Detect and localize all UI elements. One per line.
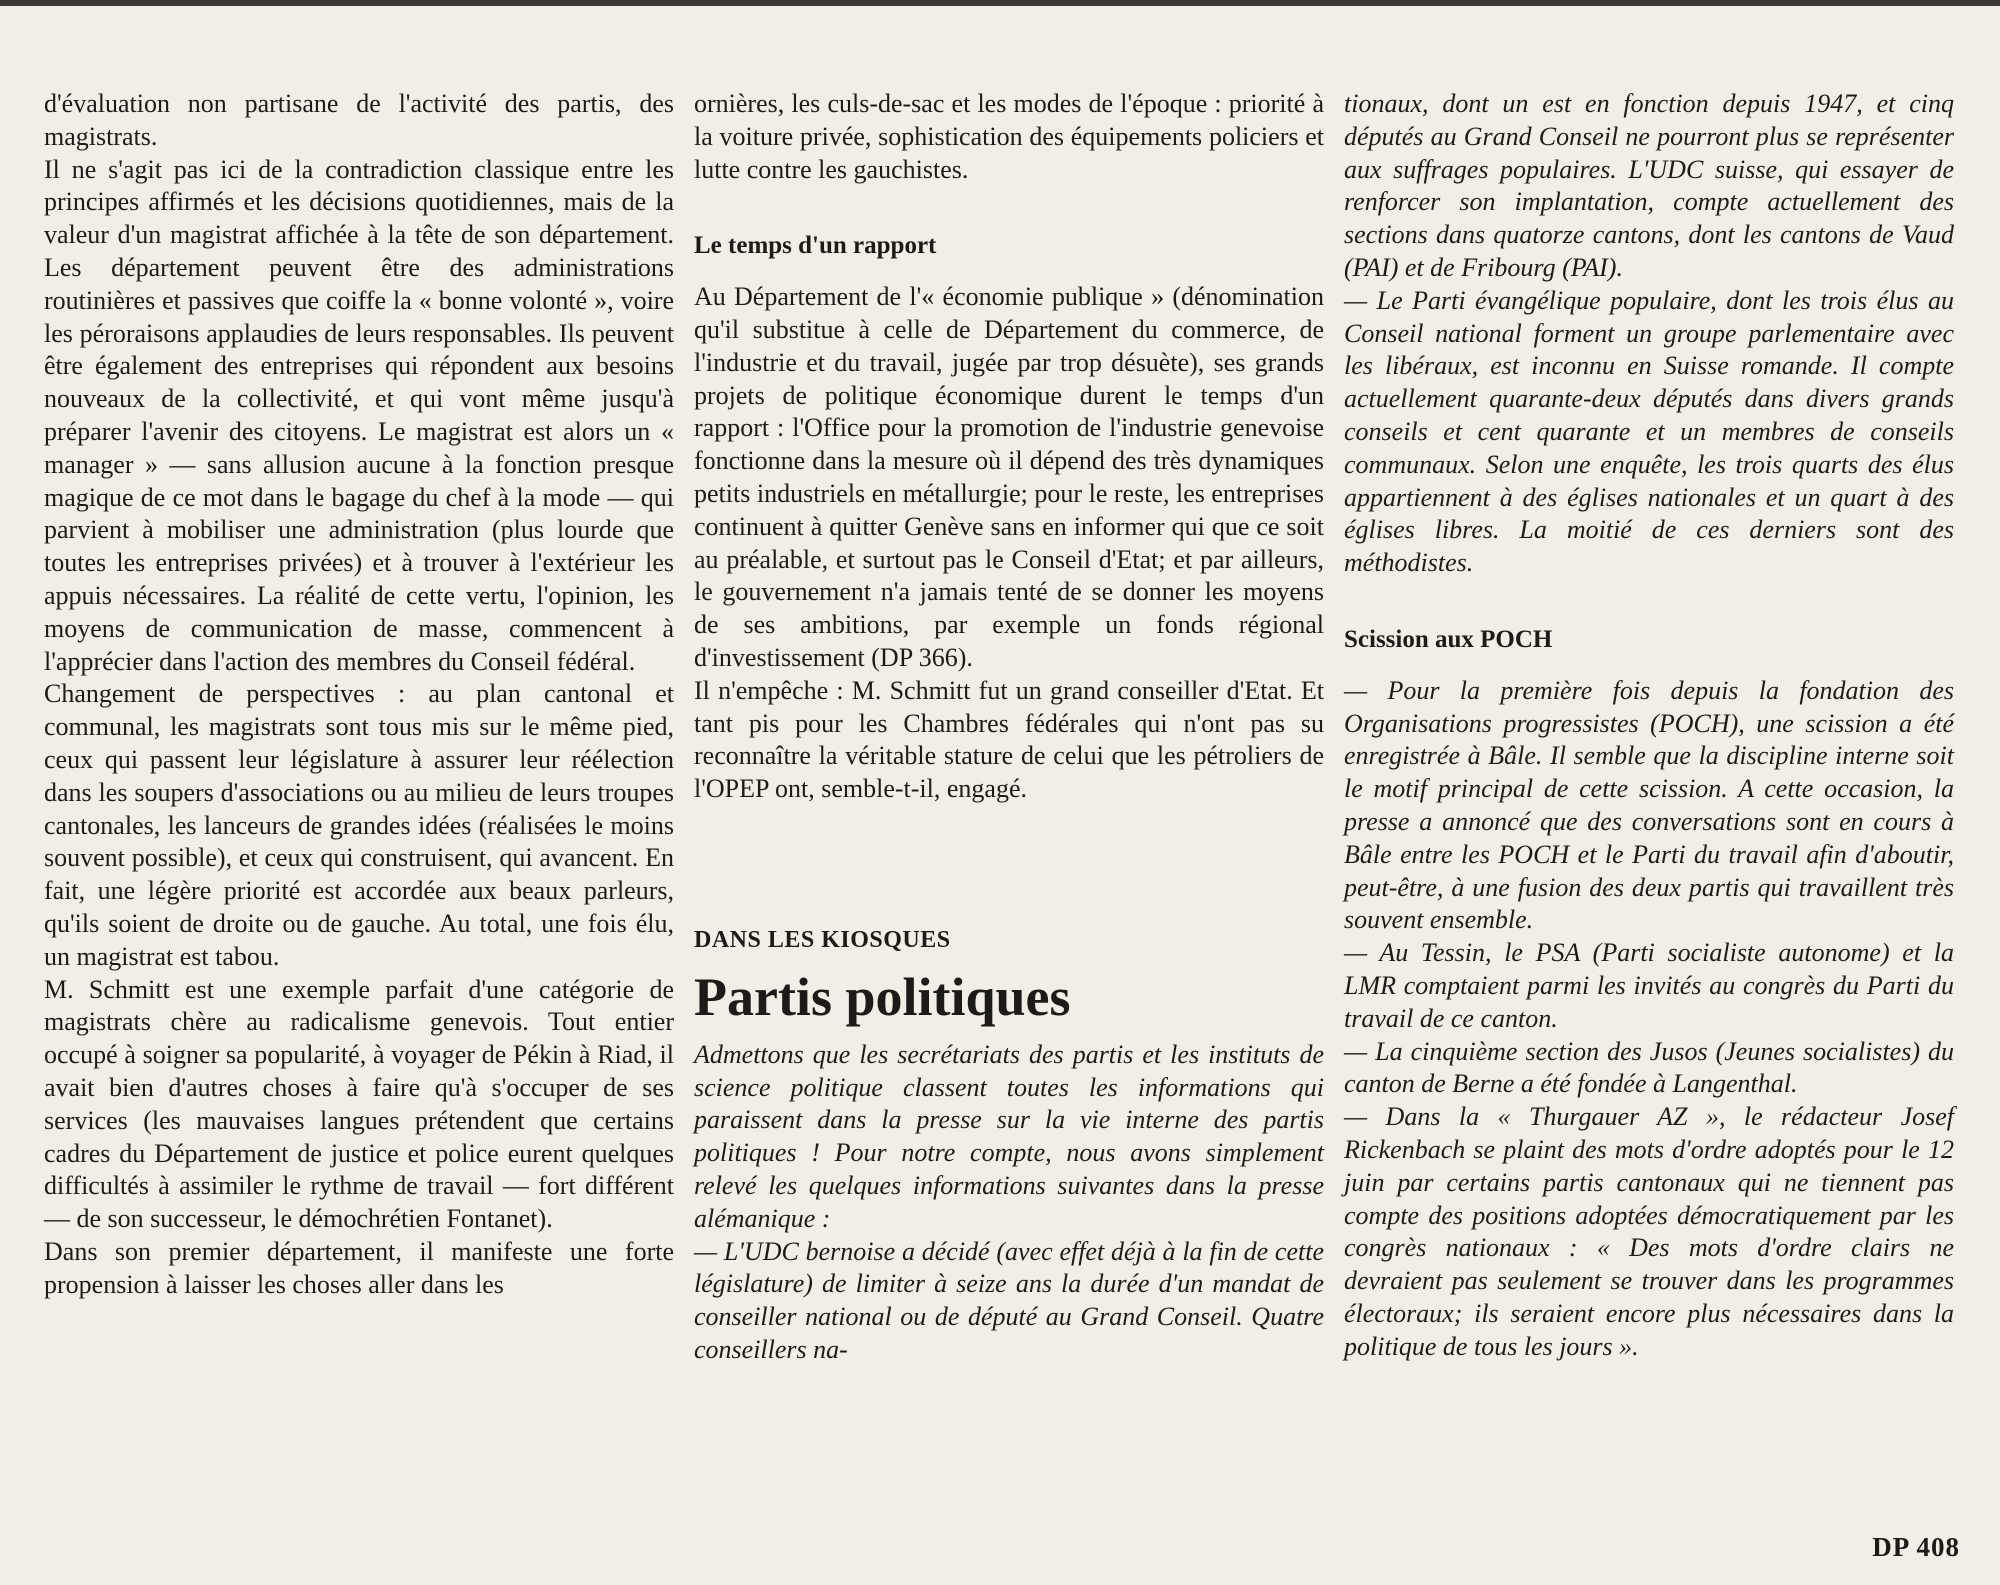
article-intro: Admettons que les secrétariats des partis et les instituts de science politique classent toutes les informations qui paraissent dans la presse sur la vie interne des partis politiques ! Pour notre compte, nous avons simplement relevé les quelques informations suivantes dans la presse alémanique : [694,1039,1324,1233]
column-3 [1344,88,1954,1363]
column-2 [694,88,1324,1367]
section-kicker: DANS LES KIOSQUES [694,926,951,953]
paragraph: Changement de perspectives : au plan cantonal et communal, les magistrats sont tous mis sur le même pied, ceux qui passent leur législature à assurer leur réélection dans les soupers d'associations ou au milieu de leurs troupes cantonales, les lanceurs de grandes idées (réalisées le moins souvent possible), et ceux qui construisent, qui avancent. En fait, une légère priorité est accordée aux beaux parleurs, qu'ils soient de droite ou de gauche. Au total, une fois élu, un magistrat est tabou. [44,679,674,971]
paragraph: — L'UDC bernoise a décidé (avec effet déjà à la fin de cette législature) de limiter à seize ans la durée d'un mandat de conseiller national ou de député au Grand Conseil. Quatre conseillers na- [694,1236,1324,1364]
paragraph: Il n'empêche : M. Schmitt fut un grand conseiller d'Etat. Et tant pis pour les Chambres fédérales qui n'ont pas su reconnaître la véritable stature de celui que les pétroliers de l'OPEP ont, semble-t-il, engagé. [694,675,1324,804]
paragraph: — La cinquième section des Jusos (Jeunes socialistes) du canton de Berne a été fondée à Langenthal. [1344,1036,1954,1099]
paragraph: Il ne s'agit pas ici de la contradiction classique entre les principes affirmés et les décisions quotidiennes, mais de la valeur d'un magistrat affichée à la tête de son département. Les département peuvent être des administrations routinières et passives que coiffe la « bonne volonté », voire les péroraisons applaudies de leurs responsables. Ils peuvent être également des entreprises qui répondent aux besoins nouveaux de la collectivité, et qui vont même jusqu'à préparer l'avenir des citoyens. Le magistrat est alors un « manager » — sans allusion aucune à la fonction presque magique de ce mot dans le bagage du chef à la mode — qui parvient à mobiliser une administration (plus lourde que toutes les entreprises privées) et à trouver à l'extérieur les appuis nécessaires. La réalité de cette vertu, l'opinion, les moyens de communication de masse, commencent à l'apprécier dans l'action des membres du Conseil fédéral. [44,154,674,676]
paragraph: — Pour la première fois depuis la fondation des Organisations progressistes (POCH), une scission a été enregistrée à Bâle. Il semble que la discipline interne soit le motif principal de cette scission. A cette occasion, la presse a annoncé que des conversations sont en cours à Bâle entre les POCH et le Parti du travail afin d'aboutir, peut-être, à une fusion des deux partis qui travaillent très souvent ensemble. [1344,675,1954,935]
paragraph: Dans son premier département, il manifeste une forte propension à laisser les choses aller dans les [44,1236,674,1299]
section-heading: Scission aux POCH [1344,625,1553,653]
paragraph: tionaux, dont un est en fonction depuis 1947, et cinq députés au Grand Conseil ne pourront plus se représenter aux suffrages populaires. L'UDC suisse, qui essayer de renforcer son implantation, compte actuellement des sections dans quatorze cantons, dont les cantons de Vaud (PAI) et de Fribourg (PAI). [1344,89,1954,282]
paragraph: — Au Tessin, le PSA (Parti socialiste autonome) et la LMR comptaient parmi les invités au congrès du Parti du travail de ce canton. [1344,938,1954,1033]
paragraph: — Dans la « Thurgauer AZ », le rédacteur Josef Rickenbach se plaint des mots d'ordre adoptés pour le 12 juin par certains partis cantonaux qui ne tiennent pas compte des positions adoptées démocratiquement par les congrès nationaux : « Des mots d'ordre clairs ne devraient pas seulement se trouver dans les programmes électoraux; ils seraient encore plus nécessaires dans la politique de tous les jours ». [1344,1102,1954,1361]
paragraph: Au Département de l'« économie publique » (dénomination qu'il substitue à celle de Département du commerce, de l'industrie et du travail, jugée par trop désuète), ses grands projets de politique économique durent le temps d'un rapport : l'Office pour la promotion de l'industrie genevoise fonctionne dans la mesure où il dépend des très dynamiques petits industriels en métallurgie; pour le reste, les entreprises continuent à quitter Genève sans en informer qui que ce soit au préalable, et surtout pas le Conseil d'Etat; et par ailleurs, le gouvernement n'a jamais tenté de se donner les moyens de ses ambitions, par exemple un fonds régional d'investissement (DP 366). [694,282,1324,672]
paragraph: ornières, les culs-de-sac et les modes de l'époque : priorité à la voiture privée, sophistication des équipements policiers et lutte contre les gauchistes. [694,89,1324,184]
top-rule [0,0,2000,6]
paragraph: M. Schmitt est une exemple parfait d'une catégorie de magistrats chère au radicalisme genevois. Tout entier occupé à soigner sa popularité, à voyager de Pékin à Riad, il avait bien d'autres choses à faire qu'à s'occuper de ses services (les mauvaises langues prétendent que certains cadres du Département de justice et police eurent quelques difficultés à assimiler le rythme de travail — fort différent — de son successeur, le démochrétien Fontanet). [44,974,674,1234]
paragraph: d'évaluation non partisane de l'activité des partis, des magistrats. [44,89,674,151]
paragraph: — Le Parti évangélique populaire, dont les trois élus au Conseil national forment un groupe parlementaire avec les libéraux, est inconnu en Suisse romande. Il compte actuellement quarante-deux députés dans divers grands conseils et cent quarante et un membres de conseils communaux. Selon une enquête, les trois quarts des élus appartiennent à des églises nationales et un quart à des églises libres. La moitié de ces derniers sont des méthodistes. [1344,285,1954,578]
column-1 [44,88,674,1301]
page-number: DP 408 [1872,1532,1960,1562]
article-headline: Partis politiques [694,966,1071,1027]
section-heading: Le temps d'un rapport [694,232,937,260]
